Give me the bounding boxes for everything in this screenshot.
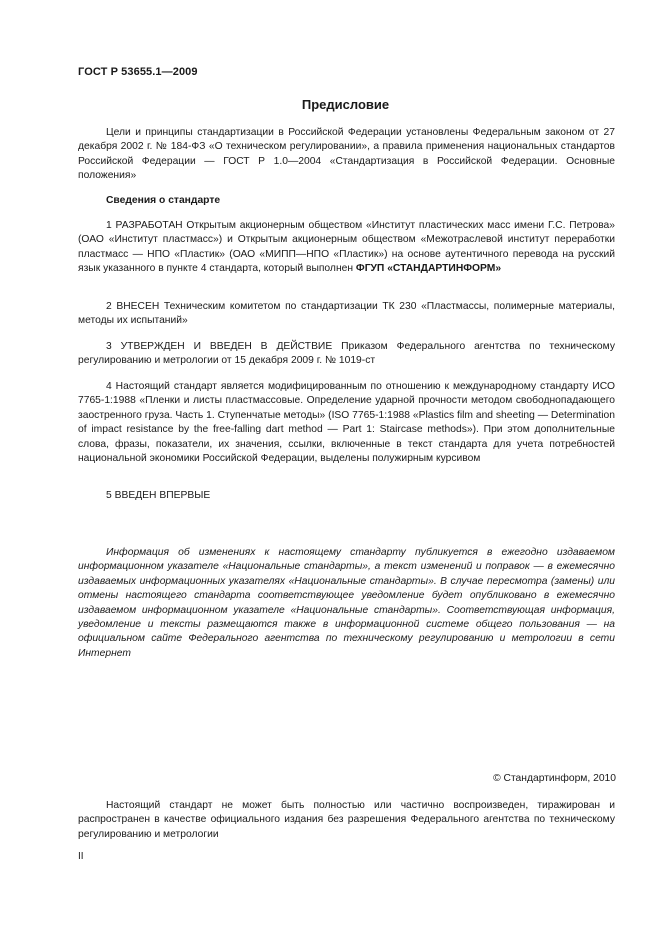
page-title: Предисловие [301,97,390,112]
item-1-paragraph [78,219,615,277]
standard-code: ГОСТ Р 53655.1—2009 [78,66,198,78]
item-1-bold-tail: ФГУП «СТАНДАРТИНФОРМ» [355,263,502,275]
notice-paragraph: Информация об изменениях к настоящему стандарту публикуется в ежегодно издаваемом информационном указателе «Национальные стандарты», а текст изменений и поправок — в ежемесячно издаваемых информационных указателях «Национальные стандарты». В случае пересмотра (замены) или отмены настоящего стандарта соответствующее уведомление будет опубликовано в ежемесячно издаваемом информационном указателе «Национальные стандарты». Соответствующая информация, уведомление и тексты размещаются также в информационной системе общего пользования — на официальном сайте Федерального агентства по техническому регулированию и метрологии в сети Интернет [78,547,615,659]
intro-paragraph: Цели и принципы стандартизации в Российской Федерации установлены Федеральным законом от 27 декабря 2002 г. № 184-ФЗ «О техническом регулировании», а правила применения национальных стандартов Российской Федерации — ГОСТ Р 1.0—2004 «Стандартизация в Российской Федерации. Основные положения» [78,127,615,182]
item-2-paragraph: 2 ВНЕСЕН Техническим комитетом по стандартизации ТК 230 «Пластмассы, полимерные материалы, методы их испытаний» [78,301,615,327]
rights-paragraph: Настоящий стандарт не может быть полностью или частично воспроизведен, тиражирован и распространен в качестве официального издания без разрешения Федерального агентства по техническому регулированию и метрологии [78,800,615,840]
item-4-paragraph: 4 Настоящий стандарт является модифицированным по отношению к международному стандарту ИСО 7765-1:1988 «Пленки и листы пластмассовые. Определение ударной прочности методом свободнопадающего заостренного груза. Часть 1. Ступенчатые методы» (ISO 7765-1:1988 «Plastics film and sheeting — Determination of impact resistance by the free-falling dart method — Part 1: Staircase methods»). При этом дополнительные слова, фразы, показатели, их значения, ссылки, включенные в текст стандарта для учета потребностей национальной экономики Российской Федерации, выделены полужирным курсивом [78,381,615,465]
copyright-line: © Стандартинформ, 2010 [493,773,616,784]
page-number: II [78,851,84,862]
item-3-paragraph: 3 УТВЕРЖДЕН И ВВЕДЕН В ДЕЙСТВИЕ Приказом Федерального агентства по техническому регулированию и метрологии от 15 декабря 2009 г. № 1019-ст [78,341,615,367]
item-1-text: 1 РАЗРАБОТАН Открытым акционерным обществом «Институт пластических масс имени Г.С. Петрова» (ОАО «Институт пластмасс») и Открытым акционерным обществом «Межотраслевой институт переработки пластмасс — НПО «Пластик» (ОАО «МИПП—НПО «Пластик») на основе аутентичного перевода на русский язык указанного в пункте 4 стандарта, который выполнен [78,220,615,275]
section-title: Сведения о стандарте [106,195,221,206]
item-5-paragraph: 5 ВВЕДЕН ВПЕРВЫЕ [106,490,211,501]
